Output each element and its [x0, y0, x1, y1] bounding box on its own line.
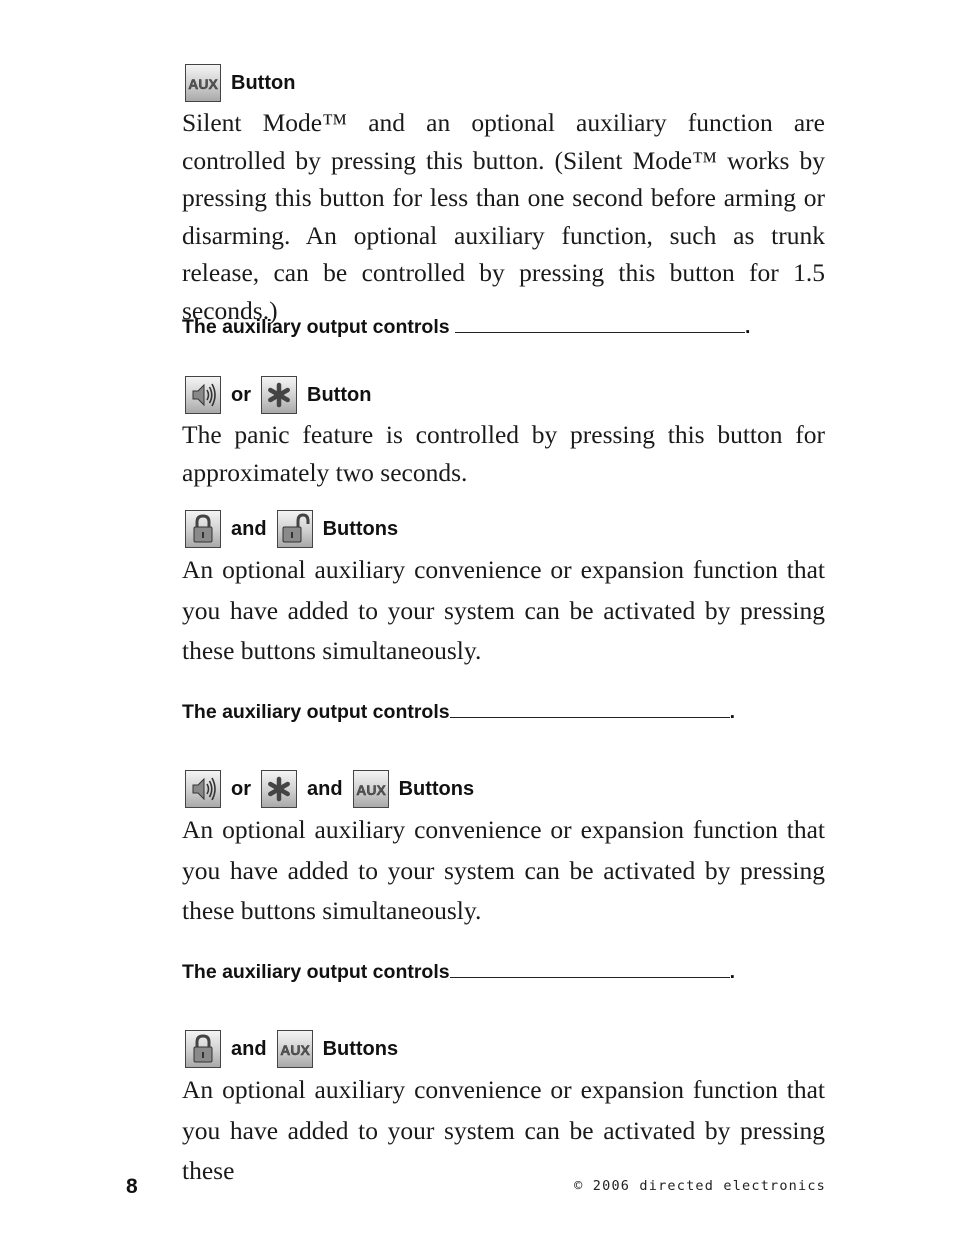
- section-body: An optional auxiliary convenience or expansion function that you have added to your system can be activated by pressing these: [182, 1075, 825, 1185]
- lock-icon: [185, 510, 221, 548]
- heading-connector: or: [231, 383, 251, 406]
- section-heading-panic: [185, 375, 381, 415]
- svg-text:AUX: AUX: [355, 782, 386, 798]
- section-heading-lock-unlock: [185, 509, 408, 549]
- section-body: The panic feature is controlled by pressing this button for approximately two seconds.: [182, 420, 825, 487]
- aux-icon: [185, 64, 221, 102]
- heading-label: Button: [231, 71, 296, 94]
- fill-end: .: [729, 701, 736, 723]
- fill-blank: [450, 703, 730, 718]
- page-number: 8: [126, 1175, 138, 1198]
- heading-label: Button: [307, 383, 372, 406]
- heading-label: Buttons: [398, 777, 475, 800]
- heading-label: Buttons: [322, 517, 399, 540]
- lock-icon: [185, 1030, 221, 1068]
- section-body: An optional auxiliary convenience or expansion function that you have added to your system can be activated by pressing these buttons simultaneously.: [182, 555, 825, 665]
- heading-connector: and: [231, 517, 267, 540]
- copyright-notice: © 2006 directed electronics: [574, 1178, 826, 1194]
- heading-connector: and: [231, 1037, 267, 1060]
- svg-text:AUX: AUX: [279, 1042, 310, 1058]
- fill-in-line: [182, 961, 735, 984]
- asterisk-icon: [261, 770, 297, 808]
- svg-text:AUX: AUX: [188, 76, 218, 92]
- heading-label: Buttons: [322, 1037, 399, 1060]
- asterisk-icon: [261, 376, 297, 414]
- heading-connector: and: [307, 777, 343, 800]
- heading-connector: or: [231, 777, 251, 800]
- unlock-icon: [277, 510, 313, 548]
- fill-blank: [450, 963, 730, 978]
- aux-icon: [353, 770, 389, 808]
- fill-label: The auxiliary output controls: [182, 701, 450, 723]
- fill-end: .: [729, 961, 736, 983]
- fill-blank: [455, 318, 745, 333]
- section-body: An optional auxiliary convenience or expansion function that you have added to your system can be activated by pressing these buttons simultaneously.: [182, 815, 825, 925]
- speaker-icon: [185, 770, 221, 808]
- fill-label: The auxiliary output controls: [182, 316, 456, 338]
- fill-label: The auxiliary output controls: [182, 961, 450, 983]
- fill-in-line: [182, 701, 735, 724]
- speaker-icon: [185, 376, 221, 414]
- fill-end: .: [745, 316, 751, 338]
- fill-in-line: [182, 316, 750, 339]
- aux-icon: [277, 1030, 313, 1068]
- section-heading-lock-aux: [185, 1029, 408, 1069]
- section-body: Silent Mode™ and an optional auxiliary function are controlled by pressing this button. (Silent Mode™ works by pressing this button for less than one second before arming or disarming. An optional auxiliary function, such as trunk release, can be controlled by pressing this button for 1.5 seconds.): [182, 108, 825, 325]
- section-heading-aux: [185, 63, 305, 103]
- section-heading-panic-aux: [185, 769, 484, 809]
